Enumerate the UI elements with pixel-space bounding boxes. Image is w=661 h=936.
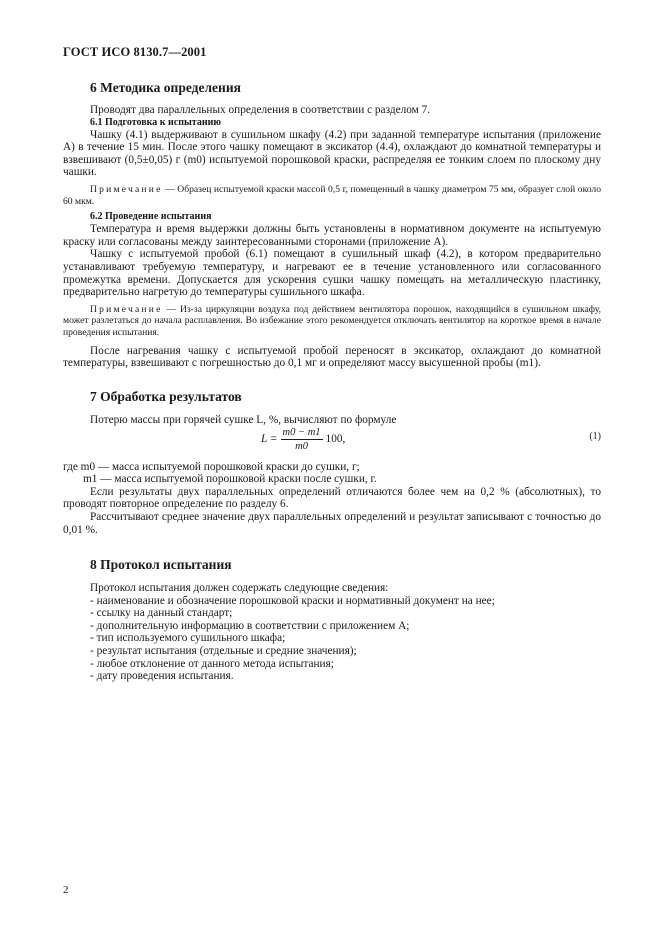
formula-rhs: 100, xyxy=(325,433,346,446)
section-7-text-2: Если результаты двух параллельных определений отличаются более чем на 0,2 % (абсолютных), то проводят повторное определение по разделу 6. xyxy=(63,485,601,511)
list-item: - любое отклонение от данного метода испытания; xyxy=(90,657,334,670)
list-item: - дату проведения испытания. xyxy=(90,670,234,683)
section-8 xyxy=(63,557,601,573)
section-7 xyxy=(63,389,601,405)
subsection-6-2-text-1: Температура и время выдержки должны быть установлены в нормативном документе на испытуемую краску или согласованы между заинтересованными сторонами (приложение А). xyxy=(63,223,601,248)
note-2 xyxy=(63,304,601,339)
section-6-title: 6 Методика определения xyxy=(90,80,241,95)
subsection-6-1-title: 6.1 Подготовка к испытанию xyxy=(90,116,221,128)
section-7-title: 7 Обработка результатов xyxy=(90,389,242,404)
page-number: 2 xyxy=(63,884,69,896)
protocol-list xyxy=(63,595,601,683)
running-header: ГОСТ ИСО 8130.7—2001 xyxy=(63,45,207,59)
section-8-title: 8 Протокол испытания xyxy=(90,557,232,572)
section-8-intro: Протокол испытания должен содержать следующие сведения: xyxy=(90,582,389,594)
section-6-content xyxy=(63,104,601,370)
subsection-6-2-text-3: После нагревания чашку с испытуемой пробой переносят в эксикатор, охлаждают до комнатной температуры, взвешивают с погрешностью до 0,1 мг и определяют массу высушенной пробы (m1). xyxy=(63,344,601,370)
note-1 xyxy=(63,184,601,207)
list-item: - наименование и обозначение порошковой краски и нормативный документ на нее; xyxy=(90,594,495,607)
where-line-1: где m0 — масса испытуемой порошковой краски до сушки, г; xyxy=(63,460,360,473)
section-6 xyxy=(63,80,601,96)
subsection-6-2-title: 6.2 Проведение испытания xyxy=(90,211,212,223)
formula-block xyxy=(63,427,601,461)
section-6-intro: Проводят два параллельных определения в соответствии с разделом 7. xyxy=(90,104,431,116)
section-7-text-3: Рассчитывают среднее значение двух параллельных определений и результат записывают с точностью до 0,01 %. xyxy=(63,510,601,536)
section-8-content xyxy=(63,582,601,683)
subsection-6-2-text-2: Чашку с испытуемой пробой (6.1) помещают в сушильный шкаф (4.2), в котором предварительно устанавливают требуемую температуру, и нагревают ее в течение установленного или согласованного промежутка времени. Допускается для ускорения сушки чашку помещать на металлическую пластинку, предварительно нагретую до температуры сушильного шкафа. xyxy=(63,248,601,299)
subsection-6-1-text: Чашку (4.1) выдерживают в сушильном шкафу (4.2) при заданной температуре испытания (приложение А) в течение 15 мин. После этого чашку помещают в эксикатор (4.4), охлаждают до комнатной температуры и взвешивают (0,5±0,05) г (m0) испытуемой порошковой краски, распределяя ее тонким слоем по плоскому дну чашки. xyxy=(63,128,601,179)
section-7-content xyxy=(63,414,601,536)
section-7-formula-intro: Потерю массы при горячей сушке L, %, вычисляют по формуле xyxy=(90,414,397,426)
formula-numerator: m0 − m1 xyxy=(282,426,321,438)
note-2-label: Примечание xyxy=(90,303,163,315)
formula-lhs: L = xyxy=(261,433,278,446)
list-item: - дополнительную информацию в соответствии с приложением А; xyxy=(90,619,410,632)
formula-denominator: m0 xyxy=(295,440,308,452)
note-1-text: — Образец испытуемой краски массой 0,5 г, помещенный в чашку диаметром 75 мм, образует слой около 60 мкм. xyxy=(63,183,601,207)
list-item: - результат испытания (отдельные и средние значения); xyxy=(90,644,357,657)
note-1-label: Примечание xyxy=(90,183,163,195)
list-item: - тип используемого сушильного шкафа; xyxy=(90,632,286,645)
list-item: - ссылку на данный стандарт; xyxy=(90,607,233,620)
equation-number: (1) xyxy=(589,430,601,442)
formula-fraction xyxy=(281,427,323,452)
note-2-text: — Из-за циркуляции воздуха под действием вентилятора порошок, находящийся в сушильном шкафу, может разлетаться до начала расплавления. Во избежание этого рекомендуется отключать вентилятор на короткое время в начале проведения испытания. xyxy=(63,303,601,338)
where-line-2: m1 — масса испытуемой порошковой краски после сушки, г. xyxy=(83,473,377,486)
formula xyxy=(261,427,345,452)
